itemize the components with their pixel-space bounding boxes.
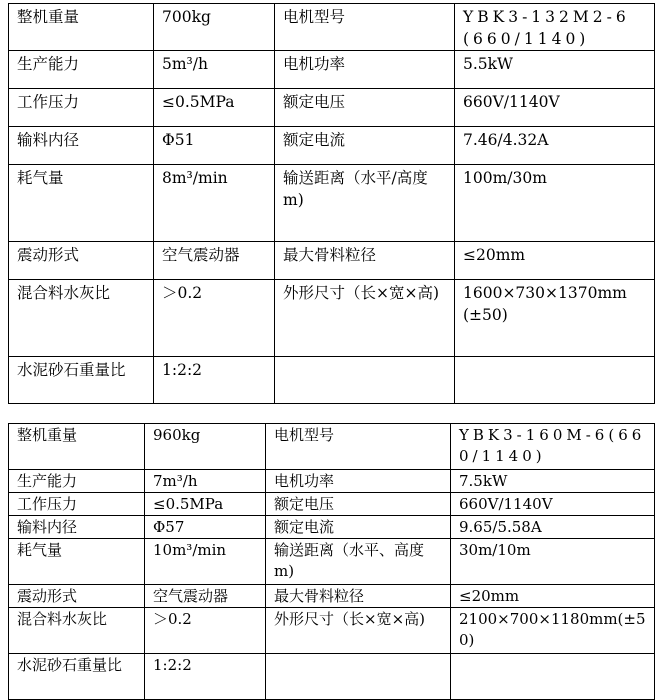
table-row (9, 516, 655, 539)
param-value: 7.5kW (451, 470, 655, 493)
param-label: 震动形式 (9, 242, 154, 280)
param-value: Φ57 (145, 516, 266, 539)
param-label: 耗气量 (9, 165, 154, 242)
param-value: 1:2:2 (154, 357, 275, 404)
table-row (9, 493, 655, 516)
param-label: 额定电压 (275, 89, 455, 127)
table-row (9, 127, 655, 165)
param-value: ≤20mm (455, 242, 655, 280)
param-label: 外形尺寸（长×宽×高) (266, 608, 451, 654)
param-label: 电机功率 (275, 51, 455, 89)
param-value: ≤20mm (451, 585, 655, 608)
param-value: YBK3-132M2-6(660/1140) (455, 4, 655, 51)
param-value: 10m³/min (145, 539, 266, 585)
table-row (9, 89, 655, 127)
param-value (455, 357, 655, 404)
param-value: ≤0.5MPa (145, 493, 266, 516)
param-value: 8m³/min (154, 165, 275, 242)
param-value: ＞0.2 (145, 608, 266, 654)
spec-table-1 (8, 3, 655, 404)
param-value: 9.65/5.58A (451, 516, 655, 539)
param-value: 960kg (145, 424, 266, 470)
table-row (9, 470, 655, 493)
param-value: 700kg (154, 4, 275, 51)
table-row (9, 424, 655, 470)
param-value: 30m/10m (451, 539, 655, 585)
param-label: 生产能力 (9, 470, 145, 493)
param-label: 震动形式 (9, 585, 145, 608)
param-label: 电机功率 (266, 470, 451, 493)
param-label: 输送距离（水平、高度m) (266, 539, 451, 585)
param-value (451, 654, 655, 700)
param-label: 水泥砂石重量比 (9, 654, 145, 700)
param-value: 100m/30m (455, 165, 655, 242)
param-value: Φ51 (154, 127, 275, 165)
param-label: 输送距离（水平/高度m) (275, 165, 455, 242)
param-value: 1600×730×1370mm(±50) (455, 280, 655, 357)
param-value: 660V/1140V (451, 493, 655, 516)
param-label: 电机型号 (266, 424, 451, 470)
param-label (266, 654, 451, 700)
param-label: 混合料水灰比 (9, 608, 145, 654)
table-row (9, 165, 655, 242)
param-label: 额定电流 (266, 516, 451, 539)
param-value: YBK3-160M-6(660/1140) (451, 424, 655, 470)
param-value: ≤0.5MPa (154, 89, 275, 127)
param-label: 外形尺寸（长×宽×高) (275, 280, 455, 357)
param-value: 7m³/h (145, 470, 266, 493)
param-label: 最大骨料粒径 (275, 242, 455, 280)
param-label: 生产能力 (9, 51, 154, 89)
param-value: 1:2:2 (145, 654, 266, 700)
param-value: 2100×700×1180mm(±50) (451, 608, 655, 654)
param-value: 空气震动器 (154, 242, 275, 280)
param-value: 660V/1140V (455, 89, 655, 127)
param-label: 电机型号 (275, 4, 455, 51)
table-row (9, 585, 655, 608)
table-row (9, 51, 655, 89)
param-label (275, 357, 455, 404)
param-label: 额定电压 (266, 493, 451, 516)
param-label: 输料内径 (9, 516, 145, 539)
table-row (9, 242, 655, 280)
table-row (9, 357, 655, 404)
table-row (9, 654, 655, 700)
table-row (9, 608, 655, 654)
table-row (9, 280, 655, 357)
param-label: 混合料水灰比 (9, 280, 154, 357)
param-value: 5m³/h (154, 51, 275, 89)
param-label: 输料内径 (9, 127, 154, 165)
table-row (9, 539, 655, 585)
param-value: 5.5kW (455, 51, 655, 89)
param-label: 工作压力 (9, 493, 145, 516)
param-label: 整机重量 (9, 4, 154, 51)
param-label: 最大骨料粒径 (266, 585, 451, 608)
param-label: 水泥砂石重量比 (9, 357, 154, 404)
param-label: 整机重量 (9, 424, 145, 470)
param-label: 额定电流 (275, 127, 455, 165)
param-value: 空气震动器 (145, 585, 266, 608)
spec-table-2 (8, 423, 655, 700)
param-label: 工作压力 (9, 89, 154, 127)
param-value: 7.46/4.32A (455, 127, 655, 165)
table-row (9, 4, 655, 51)
param-value: ＞0.2 (154, 280, 275, 357)
param-label: 耗气量 (9, 539, 145, 585)
